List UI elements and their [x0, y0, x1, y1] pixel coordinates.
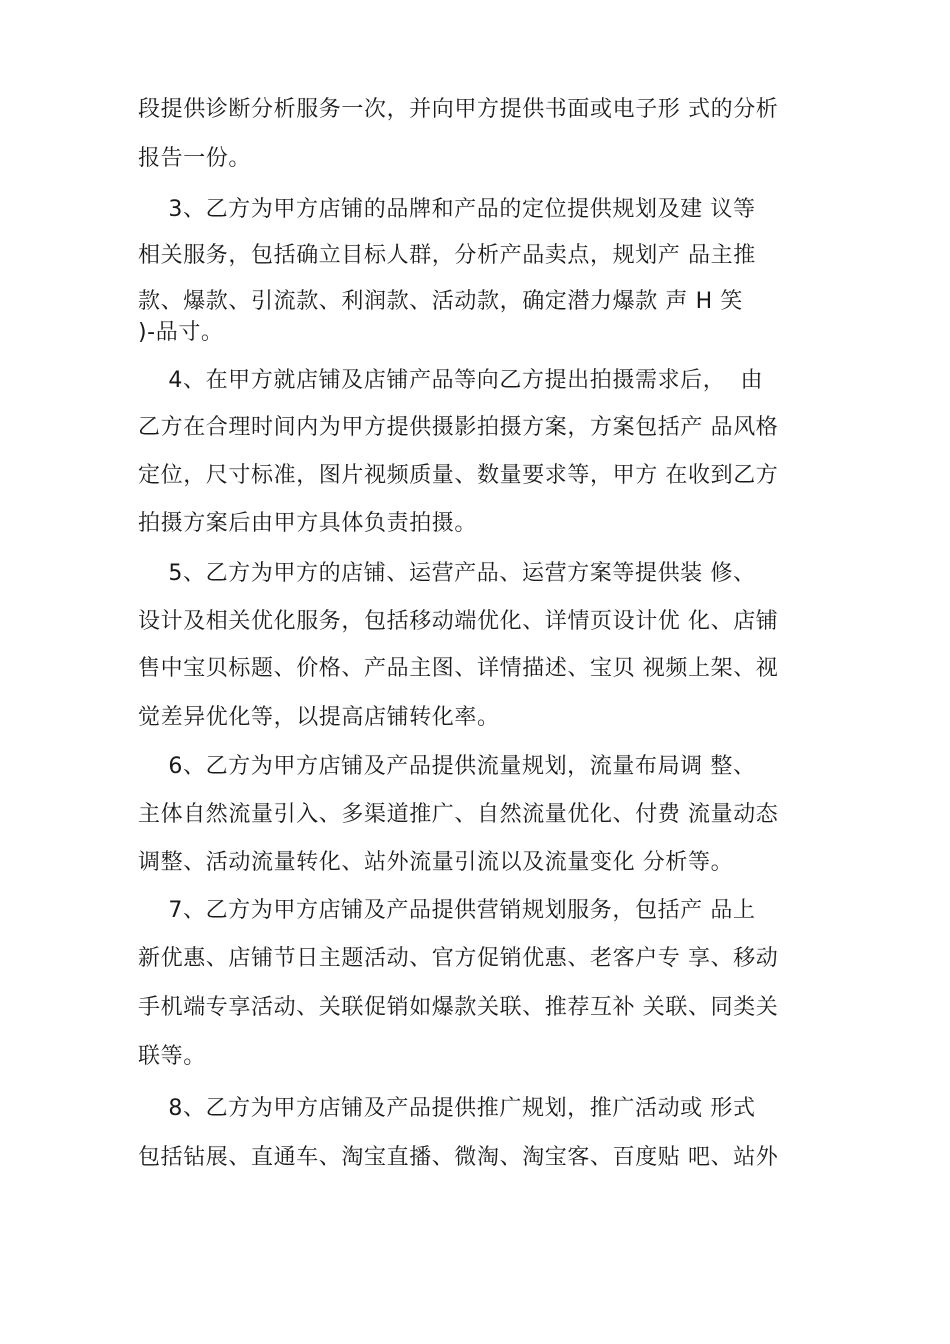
text-line: 报告一份。: [138, 146, 252, 171]
text-line: 拍摄方案后由甲方具体负责拍摄。: [138, 511, 478, 536]
text-line: 7、乙方为甲方店铺及产品提供营销规划服务，包括产 品上: [138, 898, 756, 923]
text-line: 乙方在合理时间内为甲方提供摄影拍摄方案，方案包括产 品风格: [138, 415, 779, 440]
text-line: 款、爆款、引流款、利润款、活动款，确定潜力爆款 声 H 笑: [138, 289, 743, 314]
text-line: 段提供诊断分析服务一次，并向甲方提供书面或电子形 式的分析: [138, 97, 779, 122]
text-line: )-品寸。: [138, 320, 224, 345]
text-line: 主体自然流量引入、多渠道推广、自然流量优化、付费 流量动态: [138, 802, 779, 827]
text-line: 调整、活动流量转化、站外流量引流以及流量变化 分析等。: [138, 850, 734, 875]
text-line: 设计及相关优化服务，包括移动端优化、详情页设计优 化、店铺: [138, 609, 779, 634]
text-line: 定位，尺寸标准，图片视频质量、数量要求等，甲方 在收到乙方: [138, 463, 779, 488]
text-line: 包括钻展、直通车、淘宝直播、微淘、淘宝客、百度贴 吧、站外: [138, 1145, 779, 1170]
text-line: 6、乙方为甲方店铺及产品提供流量规划，流量布局调 整、: [138, 754, 756, 779]
text-line: 相关服务，包括确立目标人群，分析产品卖点，规划产 品主推: [138, 243, 756, 268]
text-line: 售中宝贝标题、价格、产品主图、详情描述、宝贝 视频上架、视: [138, 656, 779, 681]
text-line: 联等。: [138, 1044, 206, 1069]
text-line: 8、乙方为甲方店铺及产品提供推广规划，推广活动或 形式: [138, 1096, 756, 1121]
text-line: 手机端专享活动、关联促销如爆款关联、推荐互补 关联、同类关: [138, 995, 779, 1020]
text-line: 5、乙方为甲方的店铺、运营产品、运营方案等提供装 修、: [138, 561, 756, 586]
text-line: 3、乙方为甲方店铺的品牌和产品的定位提供规划及建 议等: [138, 197, 756, 222]
text-line: 觉差异优化等，以提高店铺转化率。: [138, 705, 500, 730]
text-line: 新优惠、店铺节日主题活动、官方促销优惠、老客户专 享、移动: [138, 946, 779, 971]
text-line: 4、在甲方就店铺及店铺产品等向乙方提出拍摄需求后， 由: [138, 368, 764, 393]
